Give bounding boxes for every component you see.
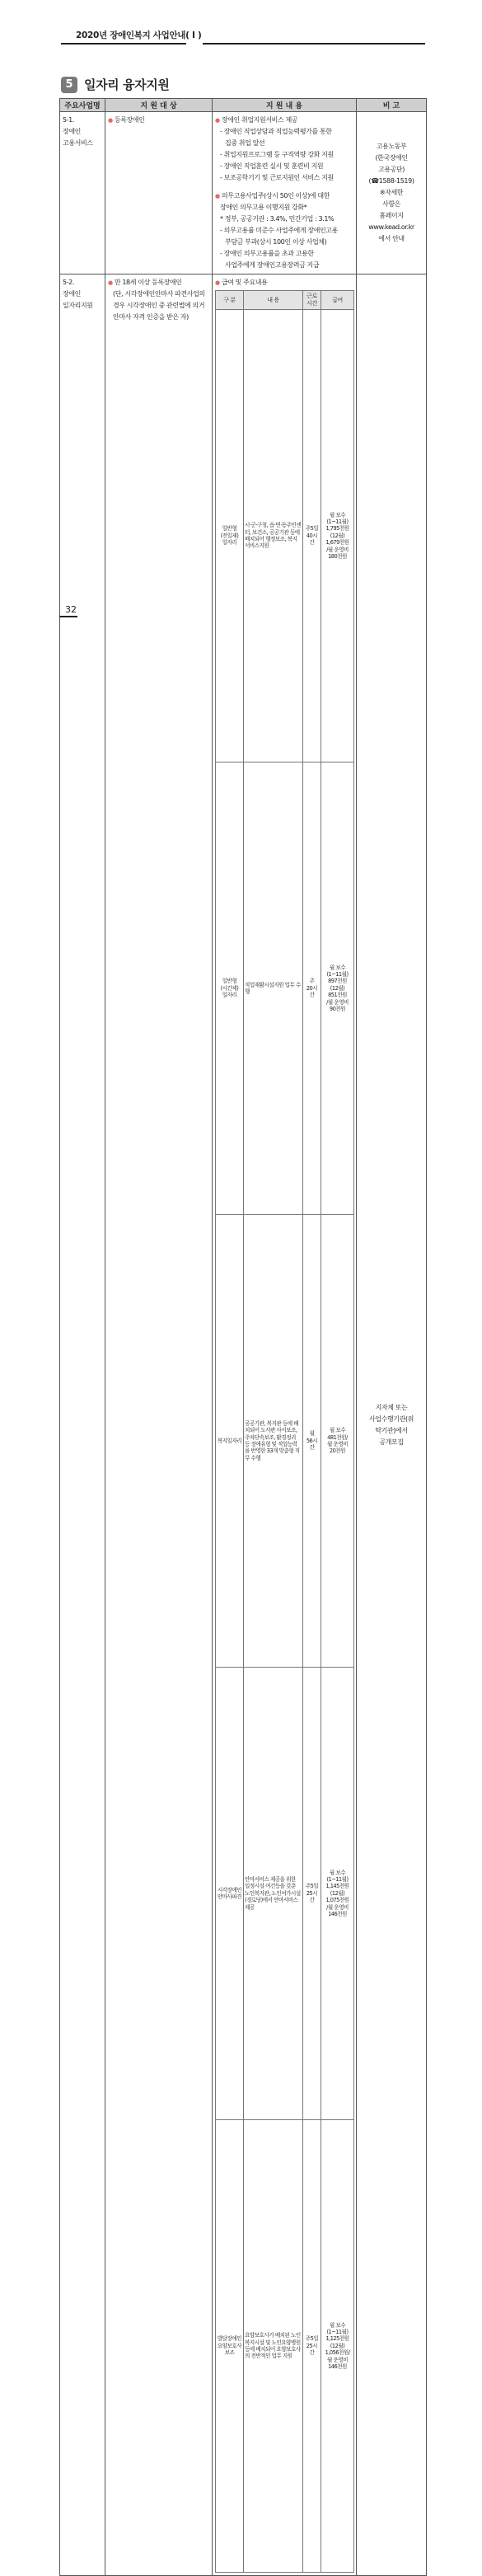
- header-rule-right: [203, 43, 425, 45]
- header-target: 지 원 대 상: [105, 99, 213, 112]
- job-desc: 안마서비스 제공을 위한 일정시설 여건등을 갖춘 노인복지관, 노인여가시설(경로당)에서 안마서비스 제공: [244, 1668, 303, 2120]
- pay-table-header: [216, 291, 354, 310]
- support-table: [59, 98, 427, 2576]
- job-pay: 월 보수 481천원/ 월 운영비 20천원: [321, 1215, 354, 1668]
- note-cell: 지자체 또는 사업수행기관(위 탁기관)에서 공개모집: [357, 274, 427, 2576]
- bullet-icon: ●: [108, 117, 113, 124]
- sub-header-type: 구 분: [216, 291, 244, 310]
- header-rule-left: [61, 43, 186, 45]
- content-cell: ● 급여 및 주요내용 구 분 내 용 근로 시간 급여 일반형 (전일제) 일자리 시·군·구청, 읍·면·동주민센터, 보건소, 공공기관 등에 배치되어 행정보조, 복지서비스지원 주5일 40시간 월 보수 (1~11월) 1,795천원 (12월) 1,679천원 /월 운영비 180천원 일반형 (시간제) 일자리 직업재활시설지원 업무 수행 주 20시간 월 보수 (1~11월) 897천원 (12월) 851천원 /월 운영비 90천원 복지일자리 공공기관, 복지관 등에 배치되어 도서관 사서보조, 주차단속보조, 환경정리 등 장애유형 및 직업능력을 반영한 33개 맞춤형 직무 수행 월 56시간 월 보수 481천원/ 월 운영비 20천원 시각장애인 안마사파견 안마서비스 제공을 위한 일정시설 여건등을 갖춘 노인복지관, 노인여가시설(경로당)에서 안마서비스 제공 주5일 25시간 월 보수 (1~11월) 1,145천원 (12월) 1,075천원 /월 운영비 146천원 발달장애인 요양보호사 보조 요양보호사가 배치된 노인복지시설 및 노인요양병원 등에 배치되어 요양보호사의 전반적인 업무 지원 주5일 25시간 월 보수 (1~11월) 1,125천원 (12월) 1,056천원/ 월 운영비 146천원: [213, 274, 357, 2576]
- pay-table-row: [216, 762, 354, 1215]
- page-number-rule: [59, 616, 77, 617]
- sub-header-pay: 급여: [321, 291, 354, 310]
- job-hours: 주5일 40시간: [303, 310, 321, 762]
- job-pay: 월 보수 (1~11월) 1,125천원 (12월) 1,056천원/ 월 운영비 146천원: [321, 2120, 354, 2573]
- program-name-cell: 5-2. 장애인 일자리지원: [60, 274, 105, 2576]
- job-type: 일반형 (전일제) 일자리: [216, 310, 244, 762]
- pay-table: [215, 290, 354, 2573]
- sub-header-hours: 근로 시간: [303, 291, 321, 310]
- target-cell: ● 등록장애인: [105, 112, 213, 274]
- pay-table-row: [216, 310, 354, 762]
- header-program: 주요사업명: [60, 99, 105, 112]
- job-pay: 월 보수 (1~11월) 897천원 (12월) 851천원 /월 운영비 90천원: [321, 762, 354, 1215]
- job-desc: 요양보호사가 배치된 노인복지시설 및 노인요양병원 등에 배치되어 요양보호사의 전반적인 업무 지원: [244, 2120, 303, 2573]
- bullet-icon: ●: [215, 117, 220, 124]
- job-desc: 시·군·구청, 읍·면·동주민센터, 보건소, 공공기관 등에 배치되어 행정보조, 복지서비스지원: [244, 310, 303, 762]
- target-cell: ● 만 18세 이상 등록장애인 (단, 시각장애인안마사 파견사업의 경우 시각장애인 중 관련법에 의거 안마사 자격 인증을 받은 자): [105, 274, 213, 2576]
- header-content: 지 원 내 용: [213, 99, 357, 112]
- job-type: 시각장애인 안마사파견: [216, 1668, 244, 2120]
- program-name-cell: 5-1. 장애인 고용서비스: [60, 112, 105, 274]
- job-type: 일반형 (시간제) 일자리: [216, 762, 244, 1215]
- table-row: [60, 274, 427, 2576]
- pay-table-row: [216, 2120, 354, 2573]
- job-type: 복지일자리: [216, 1215, 244, 1668]
- section-title: 일자리 융자지원: [84, 77, 170, 92]
- bullet-icon: ●: [108, 279, 113, 286]
- bullet-icon: ●: [215, 279, 220, 286]
- bullet-icon: ●: [215, 193, 220, 199]
- job-hours: 주5일 25시간: [303, 2120, 321, 2573]
- note-cell: 고용노동부 (한국장애인 고용공단) (☎1588-1519) ※자세한 사항은 홈페이지 www.kead.or.kr 에서 안내: [357, 112, 427, 274]
- job-hours: 월 56시간: [303, 1215, 321, 1668]
- header-note: 비 고: [357, 99, 427, 112]
- table-row: [60, 112, 427, 274]
- job-desc: 직업재활시설지원 업무 수행: [244, 762, 303, 1215]
- page-number: 32: [65, 604, 77, 615]
- running-header-title: 2020년 장애인복지 사업안내( I ): [76, 30, 202, 40]
- table-header-row: [60, 99, 427, 112]
- pay-table-row: [216, 1668, 354, 2120]
- job-type: 발달장애인 요양보호사 보조: [216, 2120, 244, 2573]
- pay-table-row: [216, 1215, 354, 1668]
- job-pay: 월 보수 (1~11월) 1,145천원 (12월) 1,075천원 /월 운영비 146천원: [321, 1668, 354, 2120]
- section-number-badge: 5: [61, 77, 77, 93]
- content-cell: ● 장애인 취업지원서비스 제공 - 장애인 직업상담과 직업능력평가를 통한 집중 취업 알선 - 취업지원프로그램 등 구직역량 강화 지원 - 장애인 직업훈련 실시 및 훈련비 지원 - 보조공학기기 및 근로지원인 서비스 지원 ● 의무고용사업주(상시 50인 이상)에 대한 장애인 의무고용 이행지원 강화* * 정부, 공공기관 : 3.4%, 민간기업 : 3.1% - 의무고용률 미준수 사업주에게 장애인고용 부담금 부과(상시 100인 이상 사업체) - 장애인 의무고용률을 초과 고용한 사업주에게 장애인고용장려금 지급: [213, 112, 357, 274]
- sub-header-desc: 내 용: [244, 291, 303, 310]
- job-desc: 공공기관, 복지관 등에 배치되어 도서관 사서보조, 주차단속보조, 환경정리 등 장애유형 및 직업능력을 반영한 33개 맞춤형 직무 수행: [244, 1215, 303, 1668]
- job-hours: 주 20시간: [303, 762, 321, 1215]
- job-pay: 월 보수 (1~11월) 1,795천원 (12월) 1,679천원 /월 운영비 180천원: [321, 310, 354, 762]
- job-hours: 주5일 25시간: [303, 1668, 321, 2120]
